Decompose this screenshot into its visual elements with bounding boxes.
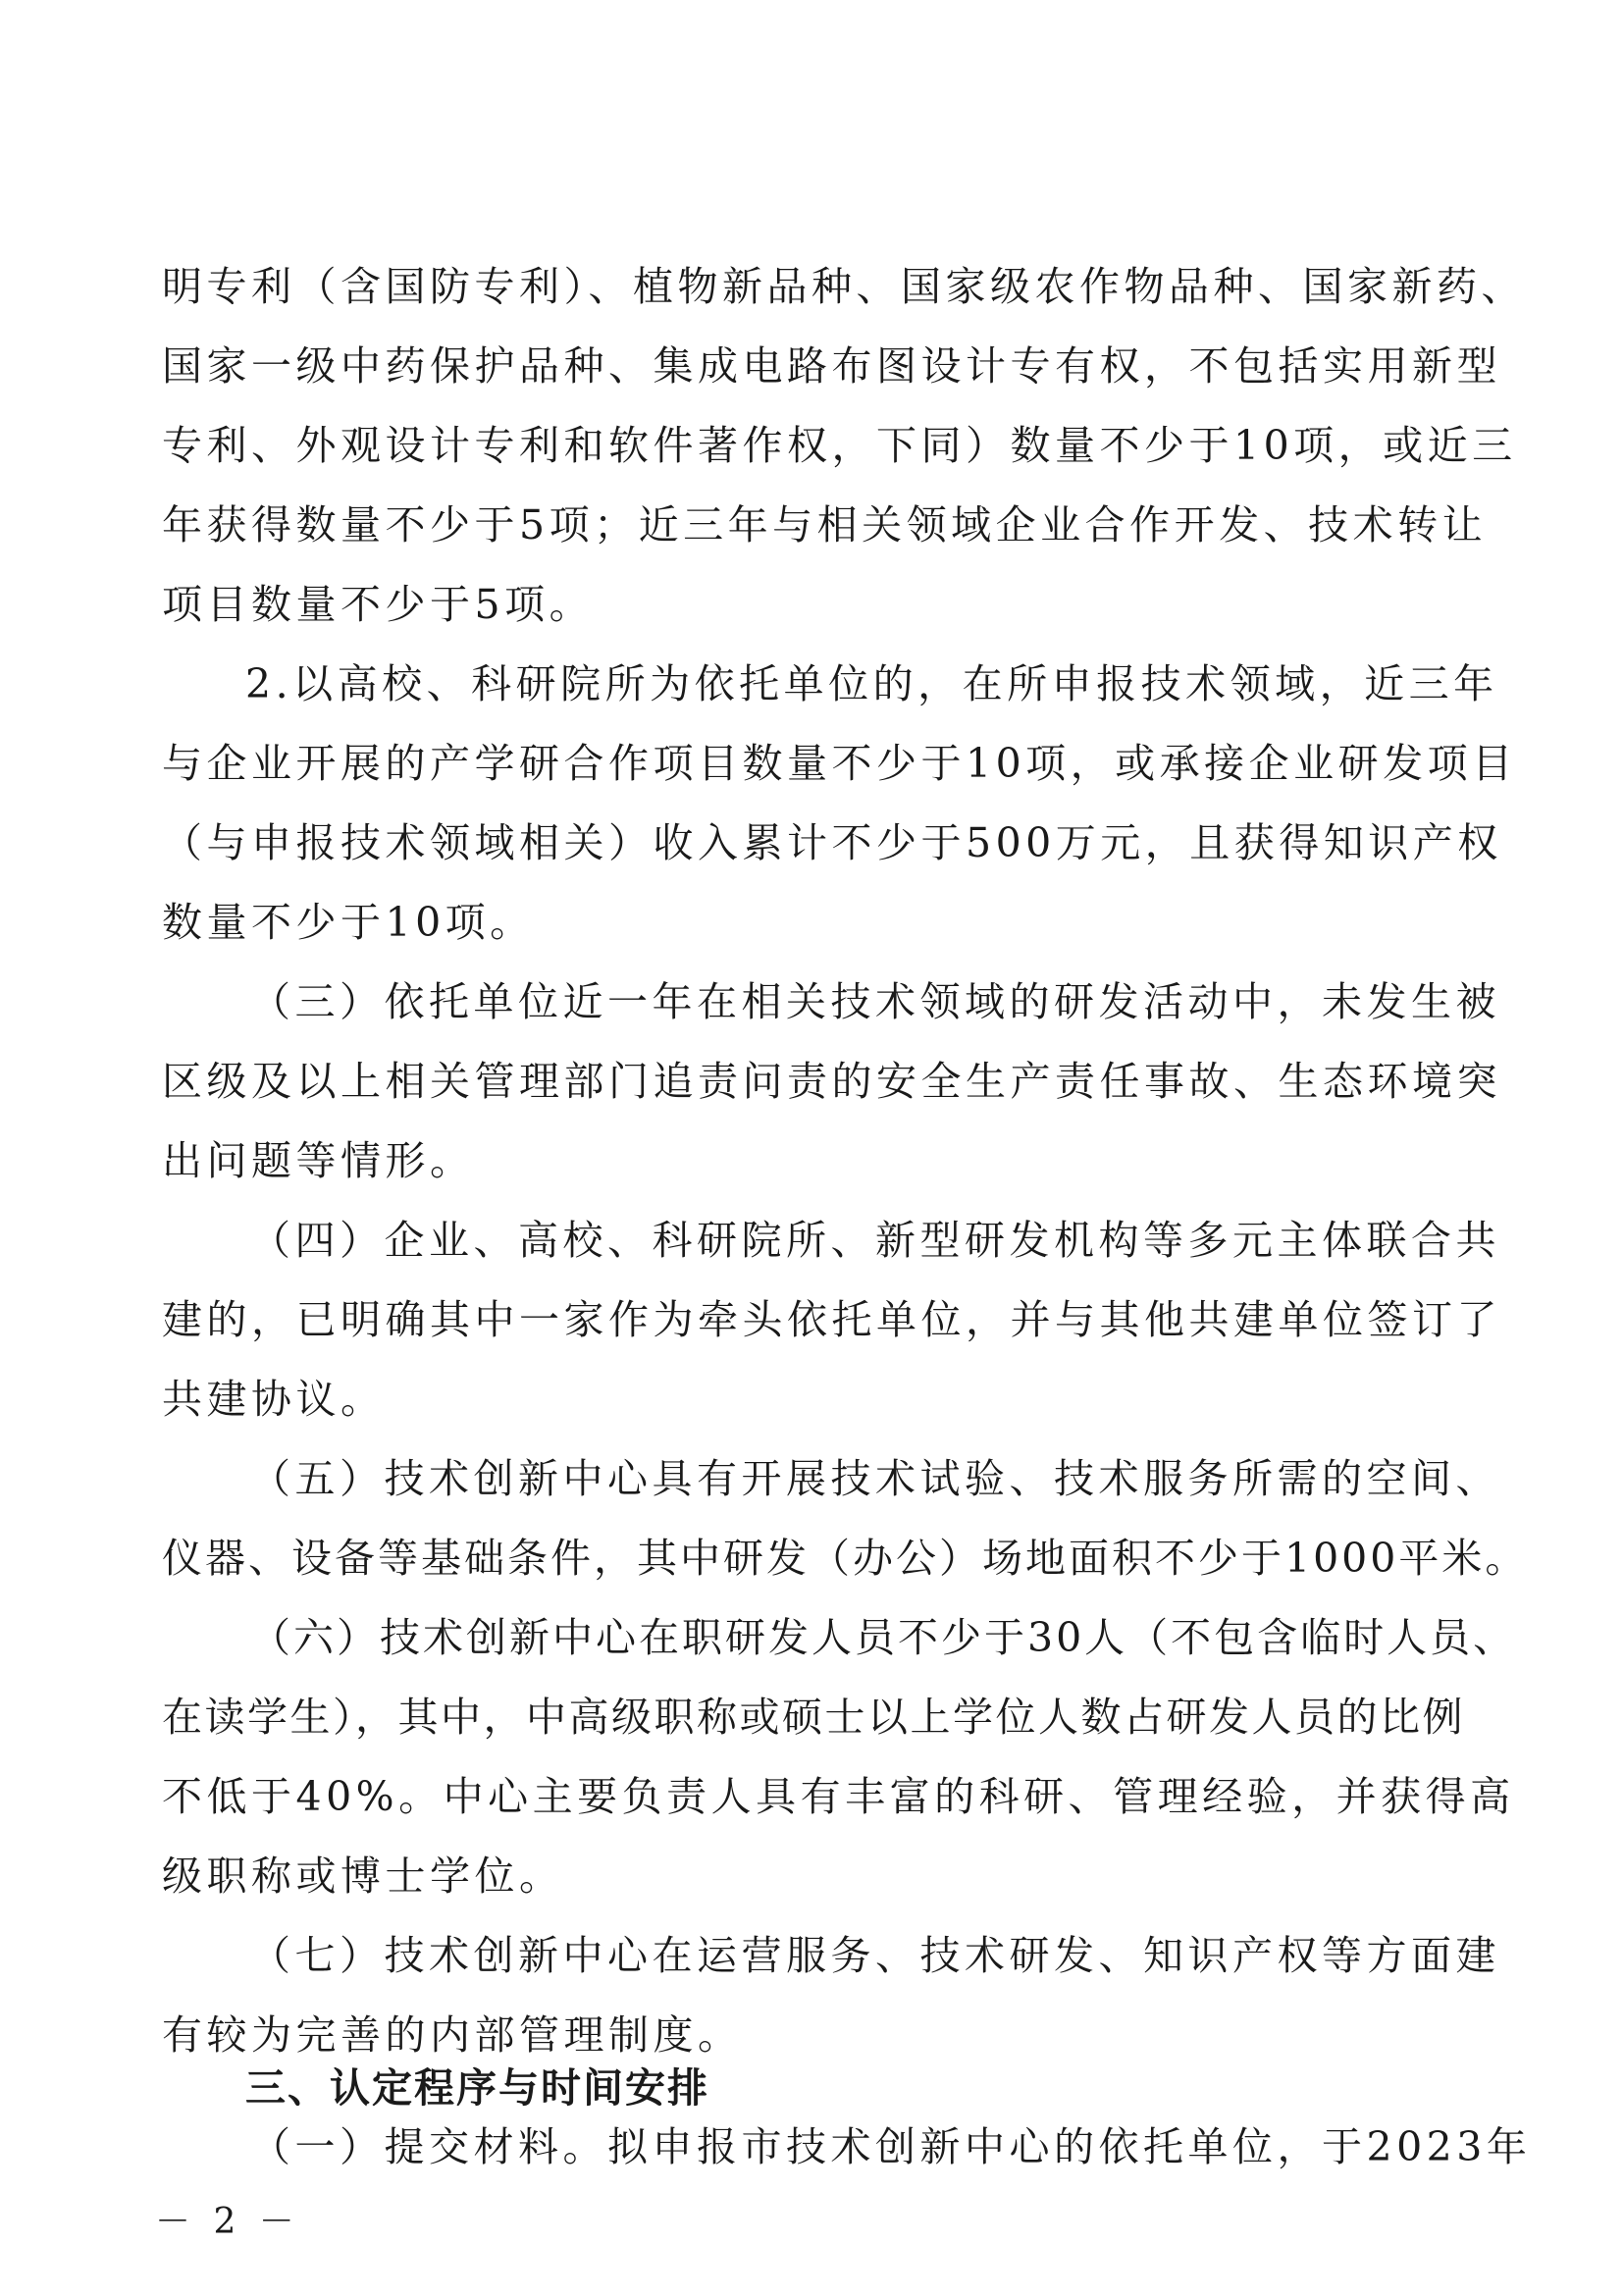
text-line: 区级及以上相关管理部门追责问责的安全生产责任事故、生态环境突 — [162, 1058, 1501, 1105]
text-line: （一）提交材料。拟申报市技术创新中心的依托单位，于2023年 — [250, 2123, 1532, 2170]
text-line: 明专利（含国防专利）、植物新品种、国家级农作物品种、国家新药、 — [162, 263, 1526, 310]
text-line: 年获得数量不少于5项；近三年与相关领域企业合作开发、技术转让 — [162, 501, 1488, 548]
text-line: （与申报技术领域相关）收入累计不少于500万元，且获得知识产权 — [162, 819, 1502, 866]
text-line: 项目数量不少于5项。 — [162, 581, 595, 628]
text-line: 级职称或博士学位。 — [162, 1852, 564, 1900]
text-line: 有较为完善的内部管理制度。 — [162, 2011, 743, 2059]
text-line: 与企业开展的产学研合作项目数量不少于10项，或承接企业研发项目 — [162, 740, 1517, 787]
text-line: 仪器、设备等基础条件，其中研发（办公）场地面积不少于1000平米。 — [162, 1535, 1529, 1582]
text-line: 出问题等情形。 — [162, 1137, 475, 1184]
text-line: 国家一级中药保护品种、集成电路布图设计专有权，不包括实用新型 — [162, 342, 1501, 390]
section-heading: 三、认定程序与时间安排 — [245, 2064, 709, 2112]
page-number: － 2 － — [155, 2202, 300, 2242]
text-line: 专利、外观设计专利和软件著作权，下同）数量不少于10项，或近三 — [162, 422, 1517, 469]
text-line: 数量不少于10项。 — [162, 899, 535, 946]
text-line: 共建协议。 — [162, 1376, 386, 1423]
text-line: （七）技术创新中心在运营服务、技术研发、知识产权等方面建 — [250, 1932, 1500, 1979]
text-line: （六）技术创新中心在职研发人员不少于30人（不包含临时人员、 — [250, 1614, 1517, 1661]
text-line: 2.以高校、科研院所为依托单位的，在所申报技术领域，近三年 — [245, 660, 1498, 707]
text-line: （三）依托单位近一年在相关技术领域的研发活动中，未发生被 — [250, 978, 1500, 1025]
text-line: （五）技术创新中心具有开展技术试验、技术服务所需的空间、 — [250, 1455, 1500, 1502]
text-line: 不低于40%。中心主要负责人具有丰富的科研、管理经验，并获得高 — [162, 1773, 1515, 1820]
text-line: 建的，已明确其中一家作为牵头依托单位，并与其他共建单位签订了 — [162, 1296, 1501, 1343]
text-line: 在读学生），其中，中高级职称或硕士以上学位人数占研发人员的比例 — [162, 1694, 1465, 1741]
text-line: （四）企业、高校、科研院所、新型研发机构等多元主体联合共 — [250, 1217, 1500, 1264]
